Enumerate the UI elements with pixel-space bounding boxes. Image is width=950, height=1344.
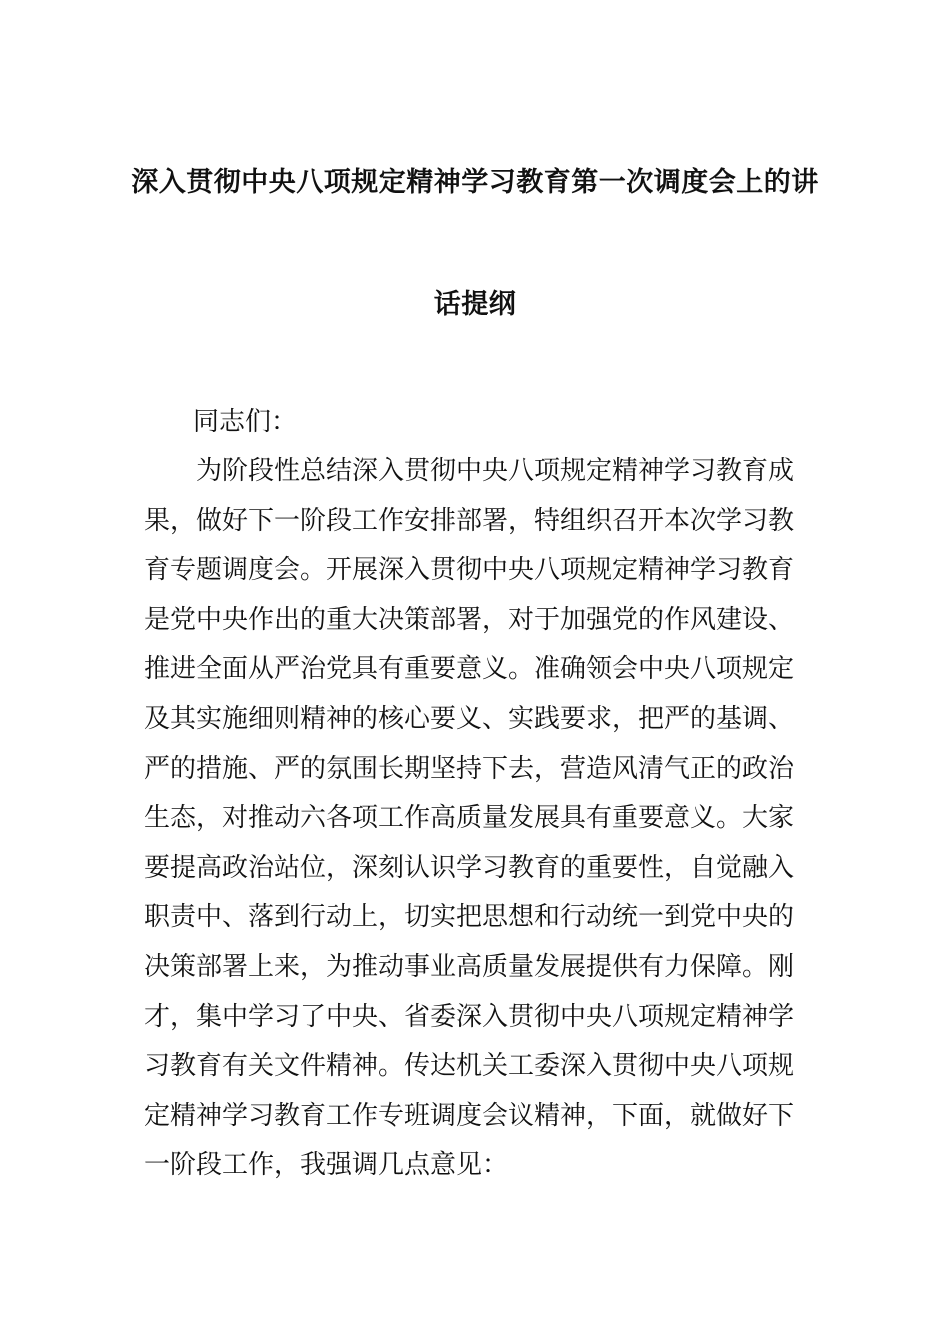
paragraph-line: 育专题调度会。开展深入贯彻中央八项规定精神学习教育 <box>144 555 795 586</box>
document-title-line-1: 深入贯彻中央八项规定精神学习教育第一次调度会上的讲 <box>131 167 819 198</box>
paragraph-line: 要提高政治站位，深刻认识学习教育的重要性，自觉融入 <box>144 852 795 883</box>
body-paragraph <box>144 453 824 1197</box>
salutation: 同志们： <box>193 407 298 437</box>
paragraph-line: 一阶段工作，我强调几点意见： <box>144 1150 509 1181</box>
document-title-line-2: 话提纲 <box>433 289 517 320</box>
paragraph-line: 果，做好下一阶段工作安排部署，特组织召开本次学习教 <box>144 505 795 536</box>
paragraph-line: 习教育有关文件精神。传达机关工委深入贯彻中央八项规 <box>144 1051 795 1082</box>
paragraph-line: 决策部署上来，为推动事业高质量发展提供有力保障。刚 <box>144 951 795 982</box>
paragraph-line: 才，集中学习了中央、省委深入贯彻中央八项规定精神学 <box>144 1001 795 1032</box>
paragraph-line: 严的措施、严的氛围长期坚持下去，营造风清气正的政治 <box>144 753 795 784</box>
paragraph-line: 是党中央作出的重大决策部署，对于加强党的作风建设、 <box>144 604 795 635</box>
paragraph-line: 职责中、落到行动上，切实把思想和行动统一到党中央的 <box>144 902 795 933</box>
paragraph-line: 为阶段性总结深入贯彻中央八项规定精神学习教育成 <box>196 456 795 486</box>
paragraph-line: 生态，对推动六各项工作高质量发展具有重要意义。大家 <box>144 803 795 834</box>
paragraph-line: 推进全面从严治党具有重要意义。准确领会中央八项规定 <box>144 654 795 685</box>
paragraph-line: 定精神学习教育工作专班调度会议精神，下面，就做好下 <box>144 1100 795 1131</box>
paragraph-line: 及其实施细则精神的核心要义、实践要求，把严的基调、 <box>144 703 795 734</box>
